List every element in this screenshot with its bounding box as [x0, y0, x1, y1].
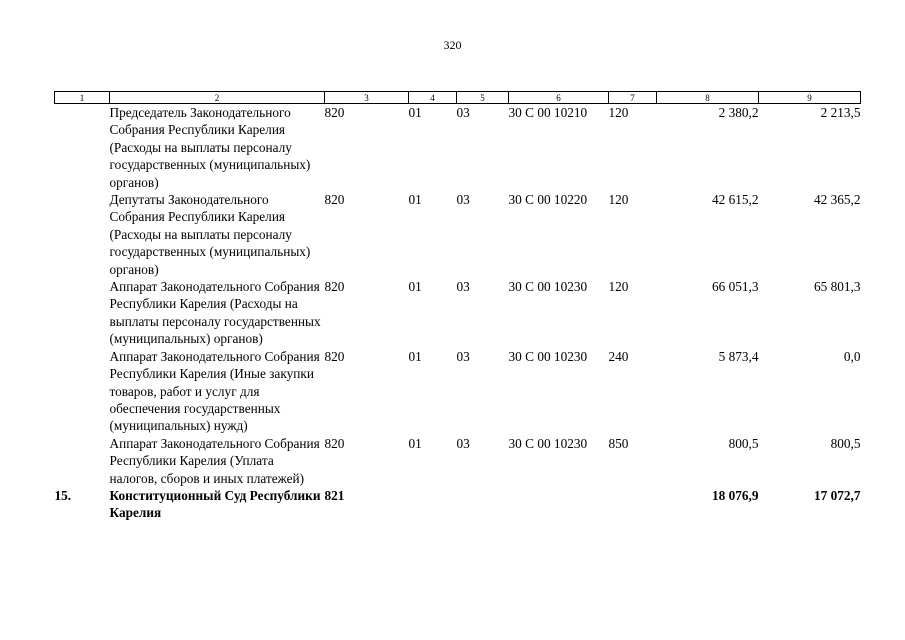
table-row: [55, 348, 861, 435]
ministry-code: 820: [324, 192, 345, 208]
amount-col-8: 800,5: [728, 435, 759, 451]
target-article-code: 30 С 00 10220: [508, 192, 588, 208]
column-header-3: 3: [325, 92, 409, 104]
row-number: [55, 278, 110, 348]
expense-type-code: 120: [608, 192, 629, 208]
amount-col-9: 17 072,7: [813, 487, 861, 503]
row-description: Конституционный Суд Республики Карелия: [109, 487, 321, 521]
subsection-code: [457, 487, 509, 522]
expense-type-code: 850: [608, 435, 629, 451]
column-header-8: 8: [657, 92, 759, 104]
ministry-code: 820: [324, 105, 345, 120]
table-row-section-total: [55, 487, 861, 522]
subsection-code: 03: [456, 279, 470, 295]
subsection-code: 03: [456, 348, 470, 364]
section-code: [409, 487, 457, 522]
ministry-code: 821: [324, 487, 345, 503]
target-article-code: [509, 487, 609, 522]
expense-type-code: [609, 487, 657, 522]
row-number: [55, 104, 110, 192]
subsection-code: 03: [456, 105, 470, 120]
row-number: [55, 435, 110, 487]
amount-col-8: 66 051,3: [711, 279, 759, 295]
column-header-1: 1: [55, 92, 110, 104]
page-number: 320: [443, 38, 462, 52]
amount-col-8: 42 615,2: [711, 192, 759, 208]
column-header-4: 4: [409, 92, 457, 104]
section-code: 01: [408, 105, 422, 120]
ministry-code: 820: [324, 435, 345, 451]
target-article-code: 30 С 00 10230: [508, 279, 588, 295]
amount-col-8: 5 873,4: [718, 348, 759, 364]
column-header-7: 7: [609, 92, 657, 104]
budget-table: [54, 91, 861, 522]
column-header-9: 9: [759, 92, 861, 104]
table-row: [55, 435, 861, 487]
target-article-code: 30 С 00 10230: [508, 435, 588, 451]
row-description: Депутаты Законодательного Собрания Республики Карелия (Расходы на выплаты персоналу государственных (муниципальных) органов): [109, 192, 311, 277]
column-header-6: 6: [509, 92, 609, 104]
section-code: 01: [408, 348, 422, 364]
ministry-code: 820: [324, 348, 345, 364]
amount-col-9: 800,5: [830, 435, 861, 451]
column-header-5: 5: [457, 92, 509, 104]
subsection-code: 03: [456, 192, 470, 208]
target-article-code: 30 С 00 10230: [508, 348, 588, 364]
section-code: 01: [408, 435, 422, 451]
expense-type-code: 120: [608, 105, 629, 120]
amount-col-8: 18 076,9: [711, 487, 759, 503]
column-number-header-row: [55, 92, 861, 104]
section-code: 01: [408, 279, 422, 295]
amount-col-9: 65 801,3: [813, 279, 861, 295]
row-number: [55, 191, 110, 278]
row-description: Председатель Законодательного Собрания Республики Карелия (Расходы на выплаты персоналу государственных (муниципальных) органов): [109, 105, 311, 190]
ministry-code: 820: [324, 279, 345, 295]
target-article-code: 30 С 00 10210: [508, 105, 588, 120]
column-header-2: 2: [110, 92, 325, 104]
expense-type-code: 240: [608, 348, 629, 364]
table-row: [55, 191, 861, 278]
expense-type-code: 120: [608, 279, 629, 295]
table-row: [55, 104, 861, 192]
row-number: 15.: [54, 487, 72, 503]
row-number: [55, 348, 110, 435]
subsection-code: 03: [456, 435, 470, 451]
amount-col-9: 0,0: [843, 348, 861, 364]
row-description: Аппарат Законодательного Собрания Республики Карелия (Уплата налогов, сборов и иных платежей): [109, 435, 320, 486]
row-description: Аппарат Законодательного Собрания Республики Карелия (Иные закупки товаров, работ и услуг для обеспечения государственных (муниципальных) нужд): [109, 348, 320, 434]
amount-col-9: 2 213,5: [820, 105, 861, 120]
section-code: 01: [408, 192, 422, 208]
row-description: Аппарат Законодательного Собрания Республики Карелия (Расходы на выплаты персоналу государственных (муниципальных) органов): [109, 279, 321, 347]
table-row: [55, 278, 861, 348]
amount-col-9: 42 365,2: [813, 192, 861, 208]
amount-col-8: 2 380,2: [718, 105, 759, 120]
